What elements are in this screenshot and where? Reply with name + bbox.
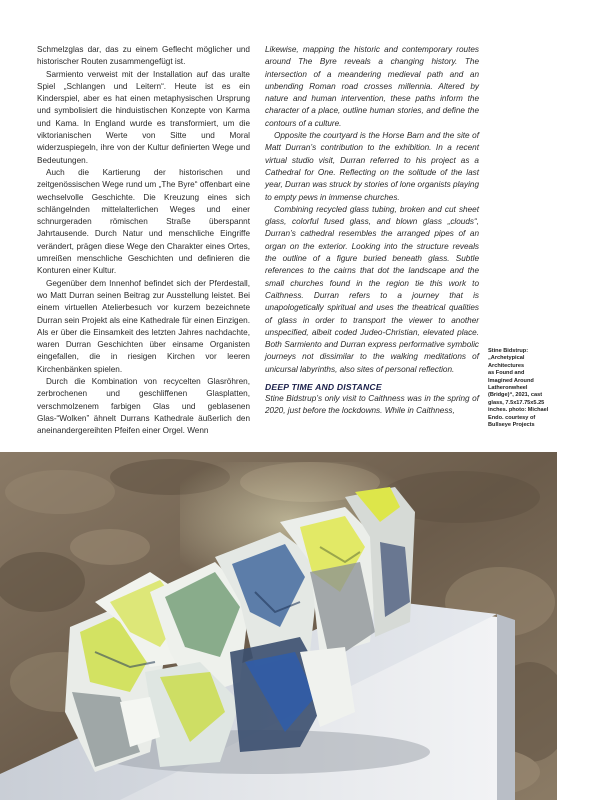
- caption-line: as Found and: [488, 370, 525, 377]
- article-column-english: [265, 44, 479, 418]
- caption-line: Architectures: [488, 362, 525, 369]
- article-column-german: [37, 44, 250, 438]
- caption-line: Latheronwheel: [488, 385, 528, 392]
- section-heading: DEEP TIME AND DISTANCE: [265, 382, 382, 393]
- caption-line: glass, 7.5x17.75x5.25: [488, 399, 545, 406]
- caption-line: inches. photo: Michael: [488, 407, 549, 414]
- plinth-side: [497, 614, 515, 800]
- sculpture-illustration: [0, 452, 557, 800]
- sculpture-photo: [0, 452, 557, 800]
- paragraph: Likewise, mapping the historic and contemporary routes around The Byre reveals a changing history. The intersection of a meandering medieval path and an unbending Roman road crosses millennia. Altered by nature and human intervention, these paths inform the character of a place, outline human stories, and define the contours of a culture.: [265, 45, 479, 128]
- paragraph: Gegenüber dem Innenhof befindet sich der Pferdestall, wo Matt Durran seinen Beitrag zur Ausstellung leistet. Bei einem virtuellen Atelierbesuch vor kurzem bezeichnete Durran sein Projekt als eine Kathedrale für einen Einzigen. Als er über die Einsamkeit des letzten Jahres nachdachte, waren Durran Geschichten über einsame Organisten eingefallen, die in riesigen Kirchen vor leeren Kirchenbänken spielen.: [37, 278, 250, 374]
- paragraph: Durch die Kombination von recycelten Glasröhren, zerbrochenen und geschliffenen Glasplatten, verschmolzenem farbigen Glas und geblasenen Glas-“Wolken” ähnelt Durrans Kathedrale äußerlich den aneinandergereihten Pfeifen einer Orgel. Wenn: [37, 377, 250, 436]
- caption-line: Imagined Around: [488, 377, 534, 384]
- caption-line: „Archetypical: [488, 355, 525, 362]
- caption-line: Endo. courtesy of: [488, 414, 536, 421]
- caption-line: (Bridge)“, 2021, cast: [488, 392, 543, 399]
- paragraph: Stine Bidstrup’s only visit to Caithness was in the spring of 2020, just before the lockdowns. While in Caithness,: [265, 394, 479, 416]
- caption-line: Bullseye Projects: [488, 422, 535, 429]
- paragraph: Combining recycled glass tubing, broken and cut sheet glass, colorful fused glass, and blown glass „clouds“, Durran’s cathedral resembles the arranged pipes of an organ on the exterior. Looking into the structure reveals the outline of a figure buried beneath glass. Subtle references to the cairns that dot the landscape and the small churches found in the region tie this work to Caithness. Durran refers to a journey that is unapologetically spiritual and uses the theatrical qualities of glass in order to transport the viewer to another unspecified, albeit coded Judeo-Christian, elevated place. Both Sarmiento and Durran express performative symbolic journeys not dissimilar to the walking meditations of unicursal labyrinths, also sites of personal reflection.: [265, 204, 479, 374]
- paragraph: Schmelzglas dar, das zu einem Geflecht möglicher und historischer Routen zusammengefügt ist.: [37, 45, 250, 67]
- paragraph: Opposite the courtyard is the Horse Barn and the site of Matt Durran’s contribution to the exhibition. In a recent virtual studio visit, Durran referred to his project as a Cathedral for One. Reflecting on the solitude of the last year, Durran was struck by stories of lone organists playing to empty pews in immense churches.: [265, 131, 479, 202]
- photo-caption: [488, 348, 570, 429]
- paragraph: Auch die Kartierung der historischen und zeitgenössischen Wege rund um „The Byre“ offenbart eine wechselvolle Geschichte. Die Kreuzung eines sich schlängelnden mittelalterlichen Weges und einer schnurgeraden römischen Straße überspannt Jahrtausende. Durch Natur und menschliche Eingriffe verändert, prägen diese Wege den Charakter eines Ortes, umreißen menschliche Geschichten und definieren die Konturen einer Kultur.: [37, 167, 250, 276]
- caption-line: Stine Bidstrup:: [488, 348, 529, 354]
- paragraph: Sarmiento verweist mit der Installation auf das uralte Spiel „Schlangen und Leitern“. Heute ist es ein Kinderspiel, aber es hat einen metaphysischen Ursprung und symbolisiert die hinduistischen Konzepte von Karma und Kama. In England wurde es transformiert, um die viktorianischen Werte von Sitte und Moral widerzuspiegeln, ihre von der Kultur definierten Wege und Bedeutungen.: [37, 69, 250, 165]
